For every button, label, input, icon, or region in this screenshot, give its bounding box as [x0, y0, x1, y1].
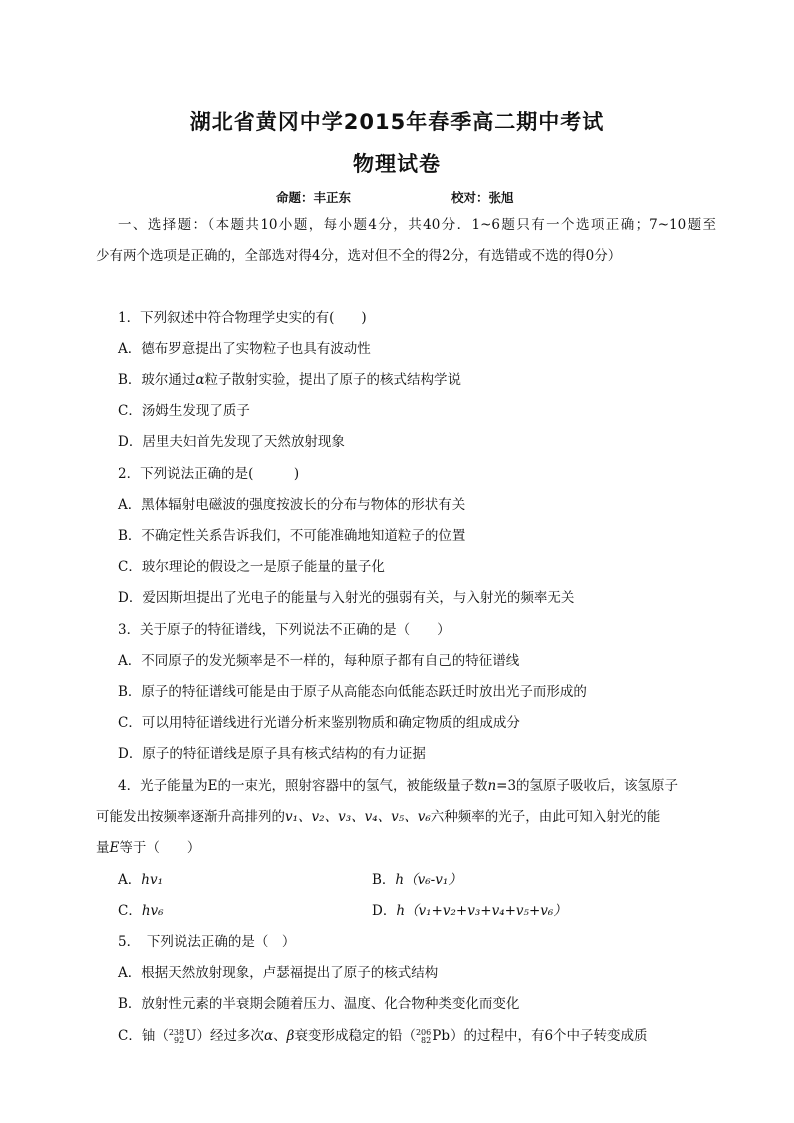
q4-option-d — [372, 901, 567, 921]
q3-option-c: C．可以用特征谱线进行光谱分析来鉴别物质和确定物质的组成成分 — [118, 715, 520, 731]
q3-option-b: B．原子的特征谱线可能是由于原子从高能态向低能态跃迁时放出光子而形成的 — [118, 684, 587, 700]
q5-c-post: ）的过程中，有6个中子转变成质 — [449, 1028, 648, 1044]
q4-stem-line1 — [118, 776, 738, 796]
q3-option-d: D．原子的特征谱线是原子具有核式结构的有力证据 — [118, 746, 426, 762]
q4-option-b-label: B． — [372, 872, 396, 888]
q4-options-row2 — [118, 901, 738, 921]
q1-option-c: C．汤姆生发现了质子 — [118, 403, 250, 419]
lead-symbol: Pb — [432, 1028, 450, 1044]
energy-symbol: E — [109, 840, 120, 856]
q4-l3-post: 等于（ ） — [119, 840, 201, 856]
uranium-mass-number: 238 — [168, 1027, 185, 1037]
q4-l1-post: =3的氢原子吸收后，该氢原子 — [496, 778, 679, 794]
q4-l3-pre: 量 — [96, 840, 110, 856]
q4-option-d-value: h（v₁+v₂+v₃+v₄+v₅+v₆） — [396, 903, 567, 919]
q4-options-row1 — [118, 870, 738, 890]
q2-option-a: A．黑体辐射电磁波的强度按波长的分布与物体的形状有关 — [118, 497, 466, 513]
q5-option-c — [118, 1026, 738, 1046]
alpha-decay-symbol: α — [264, 1028, 274, 1044]
q2-option-b: B．不确定性关系告诉我们，不可能准确地知道粒子的位置 — [118, 528, 466, 544]
q1-stem: 1．下列叙述中符合物理学史实的有( ) — [118, 310, 367, 326]
q5-option-a: A．根据天然放射现象，卢瑟福提出了原子的核式结构 — [118, 965, 439, 981]
q5-c-mid: ）经过多次 — [196, 1028, 265, 1044]
q1-option-b-post: 粒子散射实验，提出了原子的核式结构学说 — [204, 372, 462, 388]
author-label: 命题：丰正东 — [276, 190, 352, 205]
q2-option-d: D．爱因斯坦提出了光电子的能量与入射光的强弱有关，与入射光的频率无关 — [118, 590, 575, 606]
q2-option-c: C．玻尔理论的假设之一是原子能量的量子化 — [118, 559, 385, 575]
q4-l2-pre: 可能发出按频率逐渐升高排列的 — [96, 809, 285, 825]
quantum-number-n: n — [487, 778, 497, 794]
uranium-atomic-number: 92 — [173, 1035, 185, 1045]
proofreader-label: 校对：张旭 — [451, 190, 514, 205]
frequency-list: v₁、v₂、v₃、v₄、v₅、v₆ — [285, 809, 431, 825]
lead-isotope-numbers — [416, 1029, 431, 1045]
q4-option-a-value: hv₁ — [141, 872, 163, 888]
q4-option-b-value: h（v₆-v₁） — [395, 872, 462, 888]
q4-option-c-value: hv₆ — [141, 903, 164, 919]
alpha-symbol: α — [195, 372, 205, 388]
q1-option-d: D．居里夫妇首先发现了天然放射现象 — [118, 434, 345, 450]
q4-option-a-label: A． — [118, 872, 142, 888]
q2-stem: 2．下列说法正确的是( ) — [118, 466, 300, 482]
q3-option-a: A．不同原子的发光频率是不一样的，每种原子都有自己的特征谱线 — [118, 653, 520, 669]
q4-l1-pre: 4．光子能量为E的一束光，照射容器中的氢气，被能级量子数 — [118, 778, 488, 794]
q3-stem: 3．关于原子的特征谱线，下列说法不正确的是（ ） — [118, 622, 451, 638]
exam-title: 湖北省黄冈中学2015年春季高二期中考试 — [189, 110, 605, 134]
q5-option-b: B．放射性元素的半衰期会随着压力、温度、化合物种类变化而变化 — [118, 996, 520, 1012]
q1-option-b — [118, 370, 738, 390]
q5-c-pre: C．铀（ — [118, 1028, 169, 1044]
q5-c-mid2: 衰变形成稳定的铅（ — [294, 1028, 416, 1044]
beta-decay-symbol: β — [286, 1028, 295, 1044]
q4-option-c — [118, 903, 164, 919]
section-instructions-line2: 少有两个选项是正确的，全部选对得4分，选对但不全的得2分，有选错或不选的得0分） — [96, 248, 622, 264]
q5-c-separator: 、 — [273, 1028, 287, 1044]
q1-option-a: A．德布罗意提出了实物粒子也具有波动性 — [118, 341, 371, 357]
q4-stem-line2 — [96, 807, 716, 827]
q4-option-b — [372, 870, 462, 890]
q4-stem-line3 — [96, 838, 716, 858]
exam-subtitle: 物理试卷 — [353, 152, 441, 176]
uranium-symbol: U — [185, 1028, 197, 1044]
uranium-isotope-numbers — [169, 1029, 184, 1045]
q4-option-a — [118, 872, 163, 888]
q4-option-c-label: C． — [118, 903, 142, 919]
lead-atomic-number: 82 — [421, 1035, 432, 1045]
q5-stem: 5． 下列说法正确的是（ ） — [118, 934, 296, 950]
q1-option-b-pre: B．玻尔通过 — [118, 372, 196, 388]
section-instructions-line1: 一、选择题：（本题共10小题，每小题4分，共40分．1~6题只有一个选项正确；7~10题至 — [118, 217, 716, 233]
q4-l2-post: 六种频率的光子，由此可知入射光的能 — [430, 809, 661, 825]
lead-mass-number: 206 — [415, 1027, 432, 1037]
q4-option-d-label: D． — [372, 903, 397, 919]
